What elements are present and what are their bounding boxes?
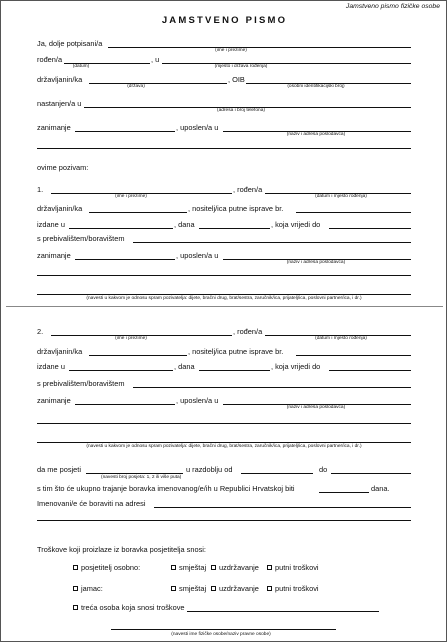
- invitee-2-citizenship-line[interactable]: [89, 355, 187, 356]
- invitee-2-occupation-label: zanimanje: [37, 396, 71, 405]
- invitee-2-valid-label: , koja vrijedi do: [271, 362, 321, 371]
- guarantor-maintenance-checkbox[interactable]: [211, 586, 216, 591]
- guarantor-travel-checkbox[interactable]: [267, 586, 272, 591]
- invitee-1-citizen-label: državljanin/ka: [37, 204, 83, 213]
- invitee-2-relation-hint: (navesti u kakvom je odnosu spram pozivatelja: dijete, bračni drug, brat/sestra, zaručnik/ica, prijatelj/ica, poslovni partner/ica, i dr.): [86, 444, 362, 449]
- signer-citizen-label: državljanin/ka: [37, 75, 83, 84]
- invitee-2-citizen-label: državljanin/ka: [37, 347, 83, 356]
- guarantor-accommodation-label: smještaj: [179, 584, 207, 593]
- visitor-maintenance-label: uzdržavanje: [219, 563, 259, 572]
- invitee-2-number: 2.: [37, 327, 44, 336]
- visit-label: da me posjeti: [37, 465, 81, 474]
- duration-label: s tim što će ukupno trajanje boravka imenovanog/e/ih u Republici Hrvatskoj biti: [37, 484, 295, 493]
- invitee-2-issued-line[interactable]: [69, 370, 173, 371]
- invitee-1-employed-label: , uposlen/a u: [176, 251, 219, 260]
- period-to-line[interactable]: [331, 473, 411, 474]
- visit-count-line[interactable]: [86, 473, 183, 474]
- visitor-maintenance-checkbox[interactable]: [211, 565, 216, 570]
- signer-date-hint: (datum): [72, 64, 90, 69]
- invitee-2-born-hint: (datum i mjesto rođenja): [315, 336, 367, 341]
- invitee-1-relation-hint: (navesti u kakvom je odnosu spram pozivatelja: dijete, bračni drug, brat/sestra, zaručnik/ica, prijatelj/ica, poslovni partner/ica, i dr.): [86, 296, 362, 301]
- signer-name-hint: (ime i prezime): [215, 48, 247, 53]
- period-from-line[interactable]: [241, 473, 313, 474]
- page-title: JAMSTVENO PISMO: [161, 15, 288, 26]
- guarantor-accommodation-checkbox[interactable]: [171, 586, 176, 591]
- third-party-name-line[interactable]: [111, 629, 336, 630]
- third-party-hint: (navesti ime fizičke osobe/naziv pravne osobe): [171, 632, 271, 637]
- signer-label: Ja, dolje potpisani/a: [37, 39, 103, 48]
- invitee-1-stay-line[interactable]: [133, 242, 411, 243]
- signer-citizenship-line[interactable]: [89, 83, 227, 84]
- visits-hint: (navesti broj posjeta: 1, 2 ili više puta): [101, 475, 182, 480]
- visitor-accommodation-checkbox[interactable]: [171, 565, 176, 570]
- invitee-2-employed-label: , uposlen/a u: [176, 396, 219, 405]
- invitee-1-date-line[interactable]: [199, 228, 270, 229]
- invitee-2-born-label: , rođen/a: [233, 327, 263, 336]
- invitee-1-valid-line[interactable]: [329, 228, 411, 229]
- invitee-1-occupation-label: zanimanje: [37, 251, 71, 260]
- costs-heading: Troškove koji proizlaze iz boravka posjetitelja snosi:: [37, 545, 206, 554]
- signer-in-label: , u: [151, 55, 160, 64]
- stay-address-extra-line[interactable]: [37, 520, 411, 521]
- signer-born-label: rođen/a: [37, 55, 63, 64]
- invitee-2-holder-label: , nositelj/ica putne isprave br.: [188, 347, 284, 356]
- invitee-2-date-line[interactable]: [199, 370, 270, 371]
- invitee-1-valid-label: , koja vrijedi do: [271, 220, 321, 229]
- signer-oib-label: , OIB: [228, 75, 245, 84]
- signer-extra-line[interactable]: [37, 148, 411, 149]
- visitor-checkbox[interactable]: [73, 565, 78, 570]
- invitee-2-stay-line[interactable]: [133, 387, 411, 388]
- invitee-1-extra-line[interactable]: [37, 275, 411, 276]
- signer-name-line[interactable]: [108, 47, 411, 48]
- guarantor-label: jamac:: [81, 584, 103, 593]
- invitee-1-citizenship-line[interactable]: [89, 212, 187, 213]
- invitee-1-occupation-line[interactable]: [75, 259, 175, 260]
- invitee-2-issued-label: izdane u: [37, 362, 65, 371]
- signer-country-hint: (država): [127, 84, 145, 89]
- signer-occupation-label: zanimanje: [37, 123, 71, 132]
- invitee-1-born-hint: (datum i mjesto rođenja): [315, 194, 367, 199]
- invitee-2-valid-line[interactable]: [329, 370, 411, 371]
- signer-id-hint: (osobni identifikacijski broj): [287, 84, 345, 89]
- invitee-1-number: 1.: [37, 185, 44, 194]
- signer-employer-hint: (naziv i adresa poslodavca): [286, 132, 346, 137]
- signer-occupation-line[interactable]: [75, 131, 175, 132]
- invitee-1-stay-label: s prebivalištem/boravištem: [37, 234, 125, 243]
- invitee-1-date-label: , dana: [174, 220, 195, 229]
- invitee-1-passport-line[interactable]: [296, 212, 411, 213]
- third-party-label: treća osoba koja snosi troškove: [81, 603, 185, 612]
- header-note: Jamstveno pismo fizičke osobe: [345, 3, 440, 10]
- visitor-travel-label: putni troškovi: [275, 563, 319, 572]
- invitee-2-stay-label: s prebivalištem/boravištem: [37, 379, 125, 388]
- invitee-2-extra-line[interactable]: [37, 423, 411, 424]
- signer-resident-label: nastanjen/a u: [37, 99, 82, 108]
- guarantor-maintenance-label: uzdržavanje: [219, 584, 259, 593]
- visitor-accommodation-label: smještaj: [179, 563, 207, 572]
- invitee-1-issued-line[interactable]: [69, 228, 173, 229]
- duration-days-line[interactable]: [319, 492, 369, 493]
- guarantor-checkbox[interactable]: [73, 586, 78, 591]
- invitee-1-born-label: , rođen/a: [233, 185, 263, 194]
- signer-employed-label: , uposlen/a u: [176, 123, 219, 132]
- invitee-2-date-label: , dana: [174, 362, 195, 371]
- invitee-1-name-hint: (ime i prezime): [115, 194, 147, 199]
- section-divider: [6, 306, 443, 307]
- third-party-line[interactable]: [187, 611, 379, 612]
- third-party-checkbox[interactable]: [73, 605, 78, 610]
- invitee-2-passport-line[interactable]: [296, 355, 411, 356]
- period-label: u razdoblju od: [186, 465, 233, 474]
- stay-address-line[interactable]: [154, 507, 411, 508]
- invitee-1-employer-hint: (naziv i adresa poslodavca): [286, 260, 346, 265]
- invitee-2-occupation-line[interactable]: [75, 404, 175, 405]
- invitee-2-relation-line[interactable]: [37, 442, 411, 443]
- stay-address-label: Imenovani/e će boraviti na adresi: [37, 499, 146, 508]
- invite-heading: ovime pozivam:: [37, 163, 89, 172]
- days-label: dana.: [371, 484, 390, 493]
- signer-address-hint: (adresa i broj telefona): [217, 108, 265, 113]
- invitee-2-employer-hint: (naziv i adresa poslodavca): [286, 405, 346, 410]
- invitee-1-issued-label: izdane u: [37, 220, 65, 229]
- signer-birth-place-line[interactable]: [162, 63, 411, 64]
- invitee-1-relation-line[interactable]: [37, 294, 411, 295]
- signer-place-hint: (mjesto i država rođenja): [214, 64, 268, 69]
- visitor-travel-checkbox[interactable]: [267, 565, 272, 570]
- guarantor-travel-label: putni troškovi: [275, 584, 319, 593]
- to-label: do: [319, 465, 328, 474]
- invitee-2-name-hint: (ime i prezime): [115, 336, 147, 341]
- invitee-1-holder-label: , nositelj/ica putne isprave br.: [188, 204, 284, 213]
- visitor-label: posjetitelj osobno:: [81, 563, 141, 572]
